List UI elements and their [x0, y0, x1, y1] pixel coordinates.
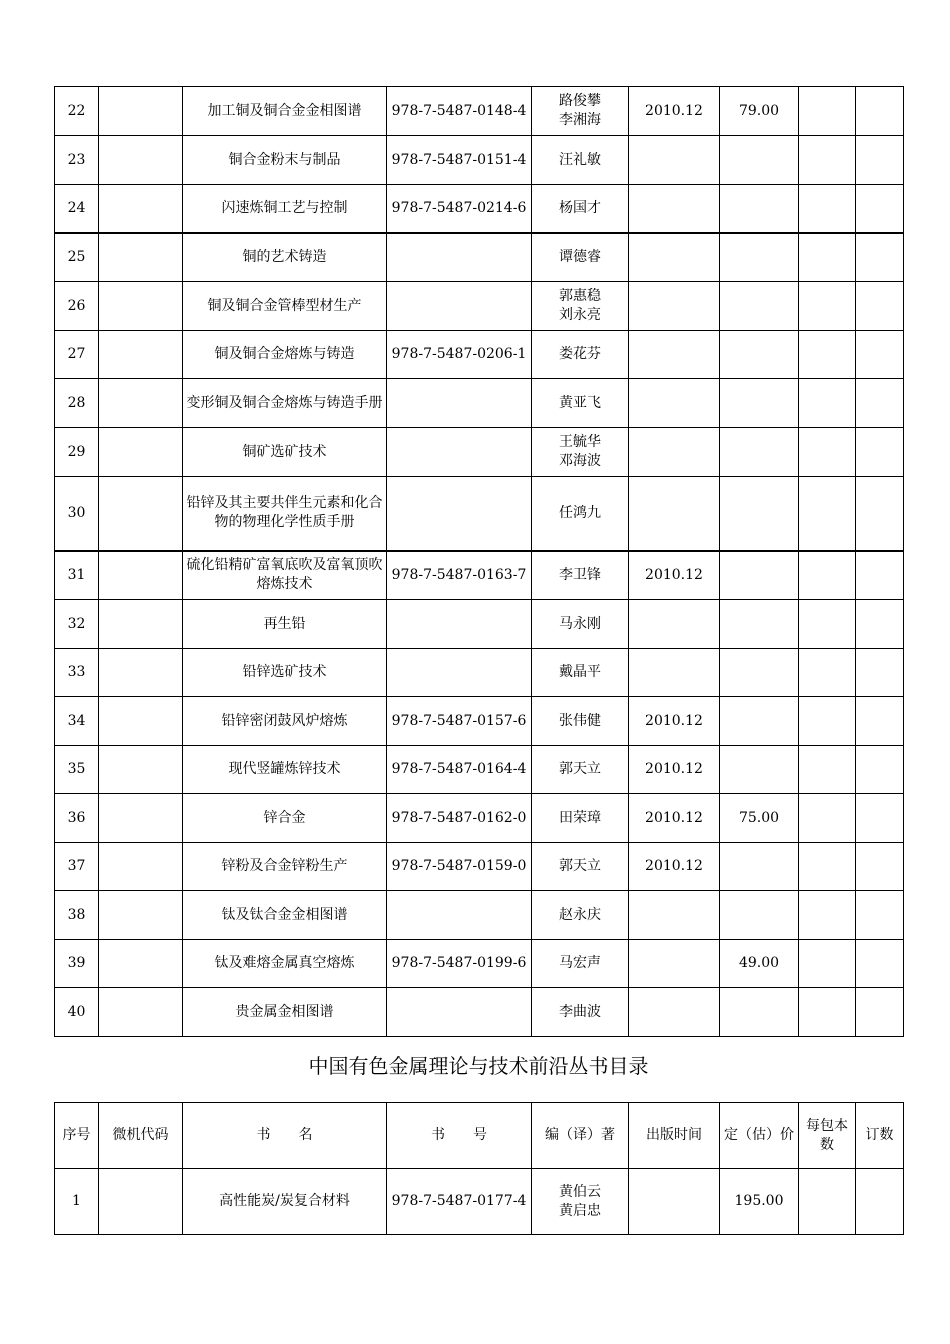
- cell-author: 王毓华 邓海波: [532, 428, 629, 477]
- cell-code: [99, 185, 183, 233]
- cell-order: [856, 697, 904, 746]
- table-row: [55, 185, 904, 233]
- cell-pack: [799, 233, 856, 282]
- cell-date: [629, 136, 720, 185]
- cell-code: [99, 477, 183, 551]
- cell-order: [856, 891, 904, 940]
- cell-no: 37: [55, 843, 99, 891]
- cell-date: [629, 185, 720, 233]
- cell-author: 郭天立: [532, 843, 629, 891]
- cell-code: [99, 988, 183, 1037]
- table-row: [55, 697, 904, 746]
- cell-author: 马永刚: [532, 600, 629, 649]
- cell-no: 24: [55, 185, 99, 233]
- cell-date: [629, 282, 720, 331]
- cell-order: [856, 185, 904, 233]
- cell-order: [856, 331, 904, 379]
- cell-no: 26: [55, 282, 99, 331]
- catalog-table-2-body: [55, 1169, 904, 1235]
- table-row: [55, 428, 904, 477]
- cell-title: 现代竖罐炼锌技术: [183, 746, 387, 794]
- catalog-table-1-body: [55, 87, 904, 1037]
- cell-title: 加工铜及铜合金金相图谱: [183, 87, 387, 136]
- cell-isbn: [387, 600, 532, 649]
- cell-no: 36: [55, 794, 99, 843]
- cell-isbn: [387, 428, 532, 477]
- cell-no: 22: [55, 87, 99, 136]
- cell-title: 贵金属金相图谱: [183, 988, 387, 1037]
- header-pack: 每包本数: [799, 1103, 856, 1169]
- cell-title: 锌粉及合金锌粉生产: [183, 843, 387, 891]
- cell-order: [856, 746, 904, 794]
- cell-date: 2010.12: [629, 843, 720, 891]
- cell-price: [720, 746, 799, 794]
- cell-isbn: [387, 891, 532, 940]
- cell-pack: [799, 331, 856, 379]
- cell-code: [99, 428, 183, 477]
- cell-order: [856, 1169, 904, 1235]
- header-code: 微机代码: [99, 1103, 183, 1169]
- cell-author: 张伟健: [532, 697, 629, 746]
- table-row: [55, 551, 904, 600]
- cell-code: [99, 843, 183, 891]
- cell-no: 39: [55, 940, 99, 988]
- cell-date: 2010.12: [629, 794, 720, 843]
- cell-pack: [799, 843, 856, 891]
- cell-isbn: [387, 233, 532, 282]
- table-row: [55, 649, 904, 697]
- cell-order: [856, 428, 904, 477]
- cell-order: [856, 477, 904, 551]
- cell-price: [720, 477, 799, 551]
- cell-pack: [799, 87, 856, 136]
- header-price: 定（估）价: [720, 1103, 799, 1169]
- cell-code: [99, 379, 183, 428]
- cell-title: 硫化铅精矿富氧底吹及富氧顶吹熔炼技术: [183, 551, 387, 600]
- table-row: [55, 379, 904, 428]
- cell-title: 再生铅: [183, 600, 387, 649]
- table-row: [55, 746, 904, 794]
- cell-code: [99, 794, 183, 843]
- cell-isbn: 978-7-5487-0151-4: [387, 136, 532, 185]
- cell-price: [720, 233, 799, 282]
- cell-date: 2010.12: [629, 87, 720, 136]
- cell-no: 29: [55, 428, 99, 477]
- cell-price: [720, 649, 799, 697]
- cell-date: [629, 379, 720, 428]
- cell-isbn: 978-7-5487-0157-6: [387, 697, 532, 746]
- cell-date: [629, 428, 720, 477]
- cell-date: [629, 331, 720, 379]
- cell-author: 黄亚飞: [532, 379, 629, 428]
- cell-pack: [799, 1169, 856, 1235]
- cell-isbn: 978-7-5487-0177-4: [387, 1169, 532, 1235]
- cell-no: 27: [55, 331, 99, 379]
- cell-title: 锌合金: [183, 794, 387, 843]
- cell-title: 铜及铜合金熔炼与铸造: [183, 331, 387, 379]
- cell-price: 79.00: [720, 87, 799, 136]
- cell-order: [856, 87, 904, 136]
- cell-date: [629, 988, 720, 1037]
- cell-code: [99, 940, 183, 988]
- cell-author: 李卫锋: [532, 551, 629, 600]
- cell-isbn: 978-7-5487-0164-4: [387, 746, 532, 794]
- cell-code: [99, 746, 183, 794]
- cell-title: 铅锌及其主要共伴生元素和化合物的物理化学性质手册: [183, 477, 387, 551]
- catalog-table-2: [54, 1102, 904, 1235]
- table-row: [55, 940, 904, 988]
- cell-pack: [799, 940, 856, 988]
- cell-price: [720, 988, 799, 1037]
- cell-date: 2010.12: [629, 551, 720, 600]
- cell-author: 黄伯云 黄启忠: [532, 1169, 629, 1235]
- table-header-row: [55, 1103, 904, 1169]
- cell-isbn: 978-7-5487-0214-6: [387, 185, 532, 233]
- header-order: 订数: [856, 1103, 904, 1169]
- cell-order: [856, 136, 904, 185]
- table-row: [55, 87, 904, 136]
- cell-order: [856, 379, 904, 428]
- catalog-2-title: 中国有色金属理论与技术前沿丛书目录: [308, 1054, 649, 1078]
- cell-title: 钛及钛合金金相图谱: [183, 891, 387, 940]
- cell-no: 28: [55, 379, 99, 428]
- cell-code: [99, 331, 183, 379]
- cell-price: 195.00: [720, 1169, 799, 1235]
- cell-title: 铜合金粉末与制品: [183, 136, 387, 185]
- cell-no: 33: [55, 649, 99, 697]
- cell-order: [856, 551, 904, 600]
- cell-pack: [799, 891, 856, 940]
- cell-price: [720, 428, 799, 477]
- cell-order: [856, 600, 904, 649]
- cell-isbn: [387, 649, 532, 697]
- header-author: 编（译）著: [532, 1103, 629, 1169]
- cell-no: 25: [55, 233, 99, 282]
- cell-author: 娄花芬: [532, 331, 629, 379]
- cell-no: 34: [55, 697, 99, 746]
- cell-pack: [799, 988, 856, 1037]
- cell-pack: [799, 600, 856, 649]
- cell-order: [856, 282, 904, 331]
- cell-code: [99, 282, 183, 331]
- cell-pack: [799, 551, 856, 600]
- cell-no: 23: [55, 136, 99, 185]
- cell-title: 闪速炼铜工艺与控制: [183, 185, 387, 233]
- catalog-table-1: [54, 86, 904, 1037]
- cell-date: [629, 891, 720, 940]
- cell-pack: [799, 379, 856, 428]
- cell-date: [629, 600, 720, 649]
- cell-price: [720, 282, 799, 331]
- header-no: 序号: [55, 1103, 99, 1169]
- cell-order: [856, 794, 904, 843]
- table-row: [55, 233, 904, 282]
- cell-title: 铅锌密闭鼓风炉熔炼: [183, 697, 387, 746]
- cell-price: [720, 891, 799, 940]
- cell-pack: [799, 477, 856, 551]
- table-row: [55, 843, 904, 891]
- table-row: [55, 794, 904, 843]
- cell-isbn: 978-7-5487-0159-0: [387, 843, 532, 891]
- cell-date: [629, 477, 720, 551]
- cell-no: 40: [55, 988, 99, 1037]
- cell-title: 高性能炭/炭复合材料: [183, 1169, 387, 1235]
- cell-order: [856, 940, 904, 988]
- cell-author: 赵永庆: [532, 891, 629, 940]
- cell-author: 谭德睿: [532, 233, 629, 282]
- cell-pack: [799, 746, 856, 794]
- cell-isbn: [387, 282, 532, 331]
- cell-title: 钛及难熔金属真空熔炼: [183, 940, 387, 988]
- cell-pack: [799, 697, 856, 746]
- cell-price: [720, 331, 799, 379]
- cell-price: 75.00: [720, 794, 799, 843]
- cell-author: 戴晶平: [532, 649, 629, 697]
- cell-date: [629, 233, 720, 282]
- table-row: [55, 891, 904, 940]
- cell-price: [720, 697, 799, 746]
- cell-price: [720, 843, 799, 891]
- cell-order: [856, 843, 904, 891]
- cell-author: 杨国才: [532, 185, 629, 233]
- cell-isbn: 978-7-5487-0162-0: [387, 794, 532, 843]
- cell-isbn: [387, 477, 532, 551]
- cell-title: 铅锌选矿技术: [183, 649, 387, 697]
- cell-price: [720, 185, 799, 233]
- cell-no: 31: [55, 551, 99, 600]
- cell-pack: [799, 428, 856, 477]
- cell-pack: [799, 649, 856, 697]
- cell-isbn: 978-7-5487-0163-7: [387, 551, 532, 600]
- cell-author: 李曲波: [532, 988, 629, 1037]
- cell-order: [856, 649, 904, 697]
- cell-date: [629, 649, 720, 697]
- cell-code: [99, 233, 183, 282]
- cell-price: [720, 379, 799, 428]
- table-row: [55, 600, 904, 649]
- cell-price: 49.00: [720, 940, 799, 988]
- cell-code: [99, 600, 183, 649]
- cell-title: 铜的艺术铸造: [183, 233, 387, 282]
- cell-no: 1: [55, 1169, 99, 1235]
- cell-isbn: [387, 988, 532, 1037]
- cell-author: 汪礼敏: [532, 136, 629, 185]
- cell-code: [99, 87, 183, 136]
- cell-author: 路俊攀 李湘海: [532, 87, 629, 136]
- cell-order: [856, 988, 904, 1037]
- cell-no: 35: [55, 746, 99, 794]
- cell-author: 郭惠稳 刘永亮: [532, 282, 629, 331]
- table-row: [55, 477, 904, 551]
- cell-price: [720, 600, 799, 649]
- table-row: [55, 136, 904, 185]
- cell-isbn: [387, 379, 532, 428]
- cell-title: 铜矿选矿技术: [183, 428, 387, 477]
- cell-no: 38: [55, 891, 99, 940]
- cell-isbn: 978-7-5487-0199-6: [387, 940, 532, 988]
- table-row: [55, 1169, 904, 1235]
- cell-pack: [799, 794, 856, 843]
- header-title: 书 名: [183, 1103, 387, 1169]
- header-date: 出版时间: [629, 1103, 720, 1169]
- cell-code: [99, 649, 183, 697]
- cell-code: [99, 1169, 183, 1235]
- cell-author: 任鸿九: [532, 477, 629, 551]
- cell-date: 2010.12: [629, 697, 720, 746]
- cell-code: [99, 136, 183, 185]
- cell-code: [99, 697, 183, 746]
- cell-author: 田荣璋: [532, 794, 629, 843]
- cell-price: [720, 551, 799, 600]
- cell-code: [99, 551, 183, 600]
- cell-isbn: 978-7-5487-0206-1: [387, 331, 532, 379]
- cell-title: 铜及铜合金管棒型材生产: [183, 282, 387, 331]
- cell-author: 郭天立: [532, 746, 629, 794]
- cell-date: [629, 940, 720, 988]
- cell-pack: [799, 282, 856, 331]
- table-row: [55, 988, 904, 1037]
- cell-order: [856, 233, 904, 282]
- cell-no: 30: [55, 477, 99, 551]
- cell-no: 32: [55, 600, 99, 649]
- cell-code: [99, 891, 183, 940]
- cell-price: [720, 136, 799, 185]
- header-isbn: 书 号: [387, 1103, 532, 1169]
- cell-author: 马宏声: [532, 940, 629, 988]
- cell-pack: [799, 136, 856, 185]
- cell-pack: [799, 185, 856, 233]
- table-row: [55, 331, 904, 379]
- cell-date: [629, 1169, 720, 1235]
- cell-isbn: 978-7-5487-0148-4: [387, 87, 532, 136]
- cell-date: 2010.12: [629, 746, 720, 794]
- cell-title: 变形铜及铜合金熔炼与铸造手册: [183, 379, 387, 428]
- table-row: [55, 282, 904, 331]
